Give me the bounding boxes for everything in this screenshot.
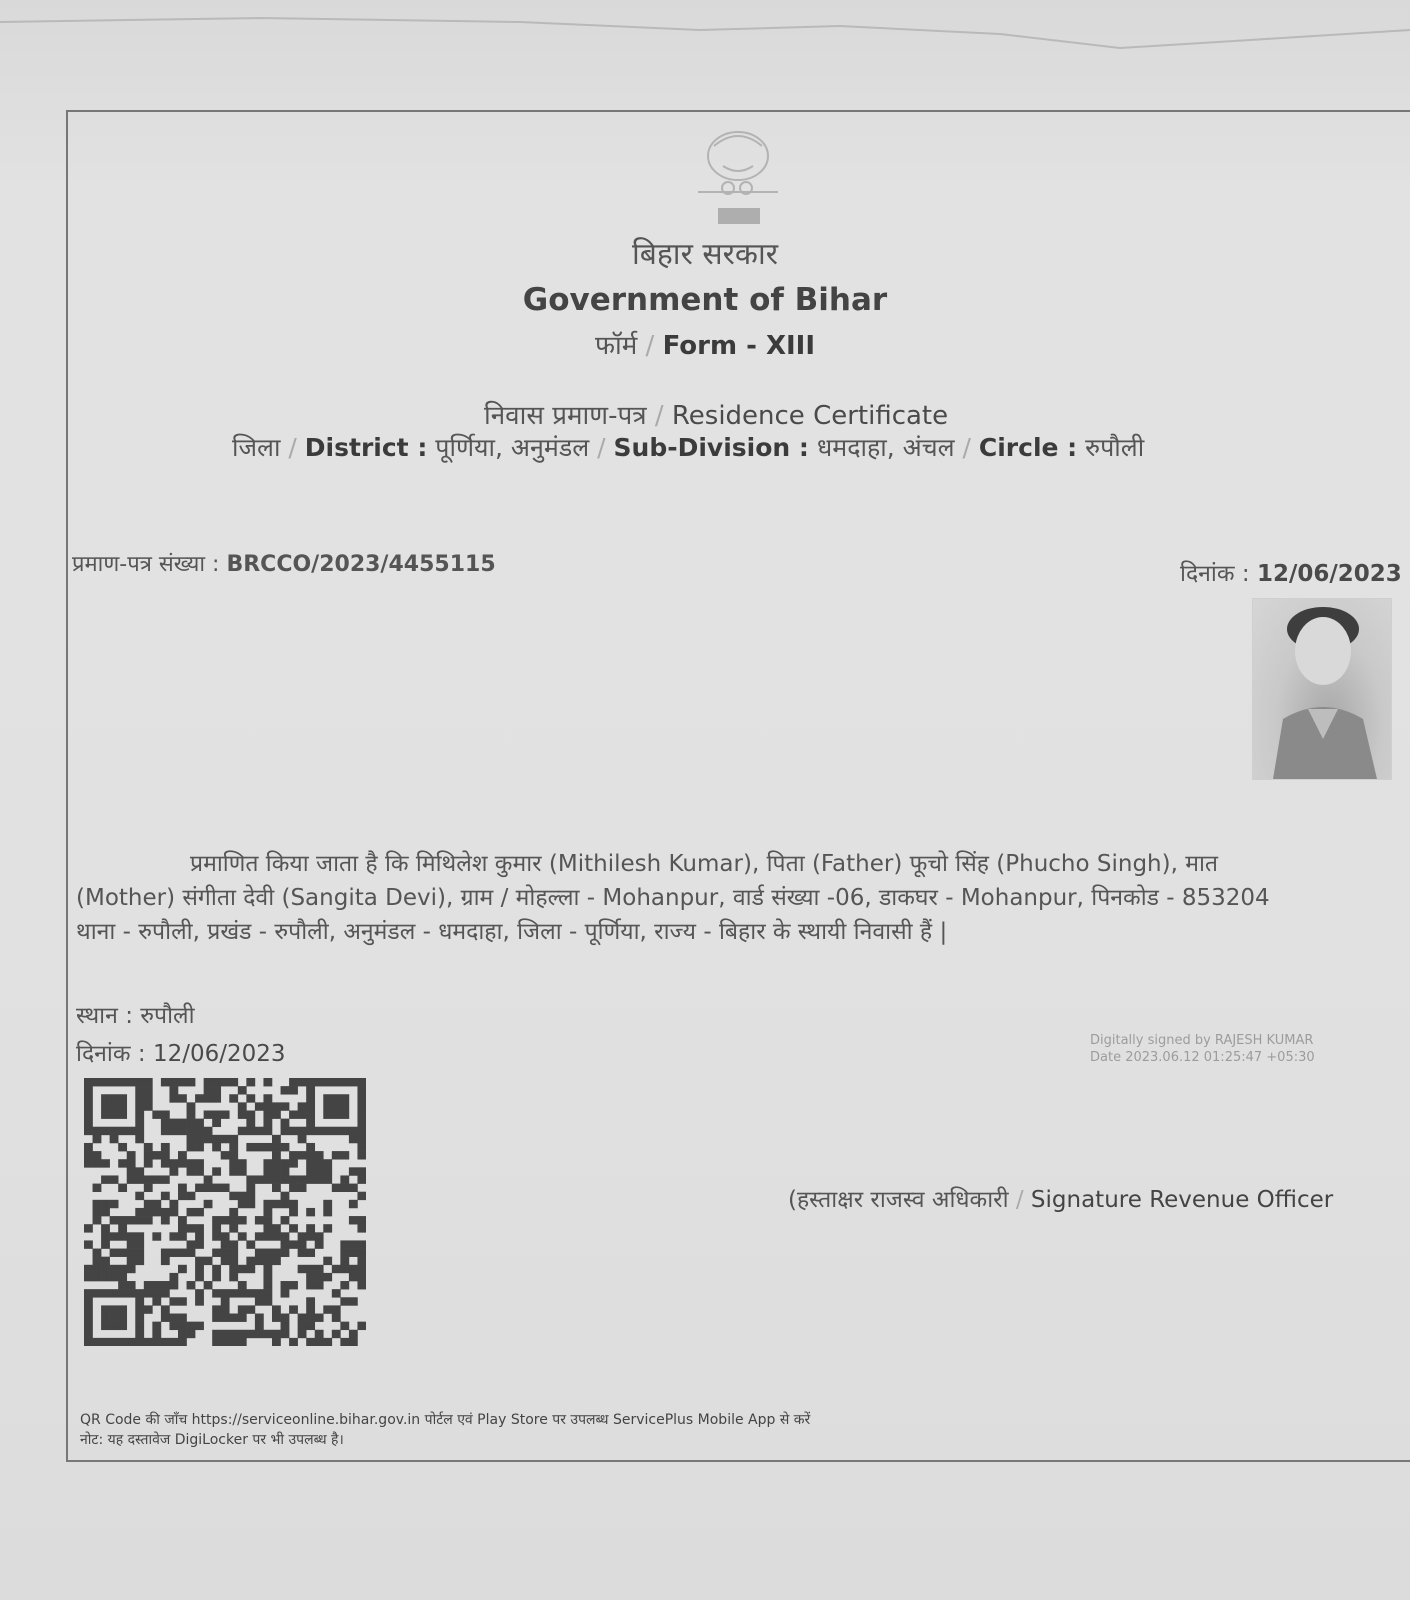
- govt-english: Government of Bihar: [522, 282, 888, 318]
- circle-label-en: Circle :: [978, 433, 1078, 462]
- subdiv-label-hi: अनुमंडल: [510, 433, 590, 462]
- form-english: Form - XIII: [662, 331, 816, 361]
- issue-date-line: [76, 1036, 286, 1068]
- applicant-photo: [1252, 598, 1392, 780]
- separator: /: [962, 433, 971, 462]
- digital-signature: [1090, 1032, 1315, 1066]
- district-label-hi: जिला: [232, 433, 281, 462]
- signature-caption-separator: /: [1015, 1187, 1024, 1213]
- form-separator: /: [645, 331, 655, 361]
- body-line-2: (Mother) संगीता देवी (Sangita Devi), ग्राम / मोहल्ला - Mohanpur, वार्ड संख्या -06, डाकघर - Mohanpur, पिनकोड - 853204: [76, 885, 1270, 911]
- signature-caption-english: Signature Revenue Officer: [1030, 1187, 1334, 1213]
- ashoka-emblem-icon: [688, 126, 788, 230]
- certificate-date: [1180, 556, 1402, 588]
- paper-top-edge: [0, 0, 1410, 70]
- number-label: प्रमाण-पत्र संख्या :: [72, 552, 220, 577]
- subdiv-label-en: Sub-Division :: [613, 433, 809, 462]
- separator: /: [288, 433, 297, 462]
- cert-hindi: निवास प्रमाण-पत्र: [484, 401, 647, 431]
- govt-hindi: बिहार सरकार: [631, 237, 779, 272]
- footer-qr-note: QR Code की जाँच https://serviceonline.bihar.gov.in पोर्टल एवं Play Store पर उपलब्ध ServicePlus Mobile App से करें: [80, 1412, 811, 1428]
- form-title: [455, 326, 955, 362]
- certificate-number: [72, 548, 496, 578]
- cert-english: Residence Certificate: [671, 401, 949, 431]
- digital-signature-line-1: Digitally signed by RAJESH KUMAR: [1090, 1033, 1314, 1048]
- place-line: [76, 998, 195, 1030]
- signature-caption-hindi: (हस्ताक्षर राजस्व अधिकारी: [788, 1187, 1009, 1213]
- district-value: पूर्णिया,: [435, 433, 503, 462]
- number-value: BRCCO/2023/4455115: [226, 552, 496, 577]
- date-value: 12/06/2023: [1256, 561, 1402, 587]
- body-line-3: थाना - रुपौली, प्रखंड - रुपौली, अनुमंडल - धमदाहा, जिला - पूर्णिया, राज्य - बिहार के स्थायी निवासी हैं |: [76, 919, 948, 945]
- jurisdiction-line: [232, 430, 1144, 464]
- issue-date-label: दिनांक :: [76, 1041, 146, 1067]
- circle-value: रुपौली: [1085, 433, 1145, 462]
- place-label: स्थान :: [76, 1003, 133, 1029]
- separator: /: [597, 433, 606, 462]
- person-silhouette-icon: [1253, 599, 1391, 779]
- signature-caption: [788, 1182, 1333, 1214]
- qr-code-icon: [84, 1078, 366, 1346]
- place-value: रुपौली: [140, 1003, 195, 1029]
- district-label-en: District :: [304, 433, 428, 462]
- issue-date-value: 12/06/2023: [152, 1041, 286, 1067]
- circle-label-hi: अंचल: [902, 433, 955, 462]
- digital-signature-line-2: Date 2023.06.12 01:25:47 +05:30: [1090, 1050, 1315, 1065]
- subdiv-value: धमदाहा,: [816, 433, 895, 462]
- cert-separator: /: [654, 401, 664, 431]
- form-hindi: फॉर्म: [594, 331, 638, 361]
- certificate-title: [484, 396, 948, 432]
- date-label: दिनांक :: [1180, 561, 1250, 587]
- body-line-1: प्रमाणित किया जाता है कि मिथिलेश कुमार (Mithilesh Kumar), पिता (Father) फूचो सिंह (Phucho Singh), मात: [190, 851, 1219, 877]
- footer-digilocker-note: नोट: यह दस्तावेज DigiLocker पर भी उपलब्ध है।: [80, 1432, 344, 1448]
